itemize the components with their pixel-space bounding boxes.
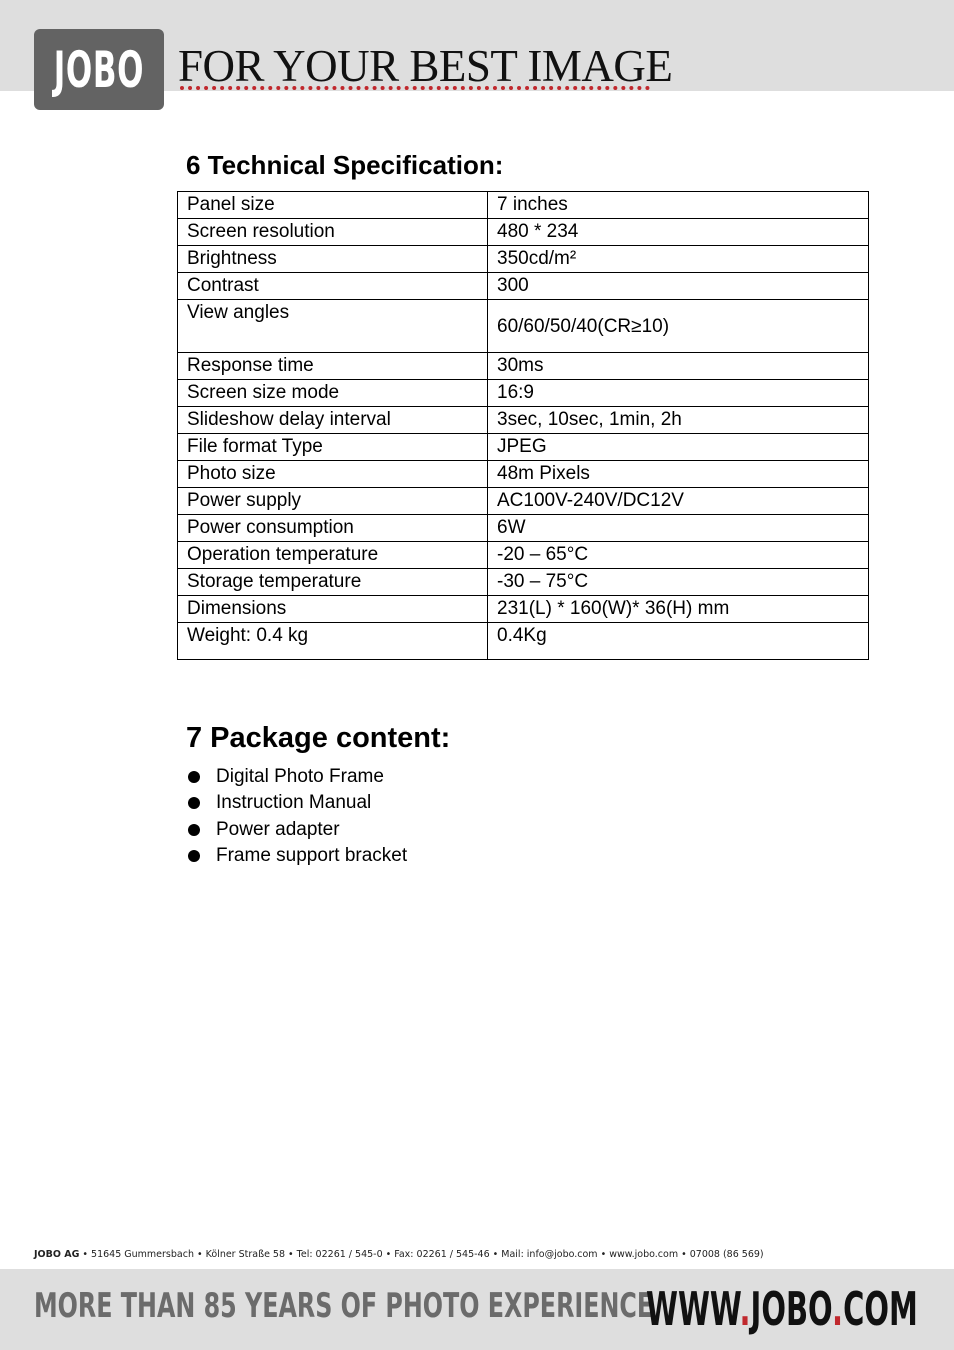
table-row [178,219,869,246]
table-row [178,542,869,569]
contact-details: • 51645 Gummersbach • Kölner Straße 58 • Tel: 02261 / 545-0 • Fax: 02261 / 545-46 • Mail: info@jobo.com • www.jobo.com • 07008 (86 569) [79,1249,764,1260]
table-row [178,353,869,380]
spec-value: AC100V-240V/DC12V [488,488,869,515]
spec-value: 480 * 234 [488,219,869,246]
spec-value: 0.4Kg [488,623,869,660]
spec-table [177,191,869,660]
spec-label: Photo size [178,461,488,488]
spec-value: 6W [488,515,869,542]
contact-line [34,1249,764,1260]
spec-label: Brightness [178,246,488,273]
spec-value: 48m Pixels [488,461,869,488]
spec-label: Contrast [178,273,488,300]
list-item [186,790,407,816]
url-com: COM [843,1282,918,1336]
url-www: WWW [646,1282,740,1336]
spec-value: 300 [488,273,869,300]
table-row [178,434,869,461]
package-item-label: Digital Photo Frame [216,766,384,788]
list-item [186,843,407,869]
spec-label: Screen size mode [178,380,488,407]
url-dot: . [832,1282,844,1336]
spec-value: -20 – 65°C [488,542,869,569]
tagline: FOR YOUR BEST IMAGE [178,41,673,91]
package-section-title: 7 Package content: [186,722,451,754]
tagline-dotted-underline [180,86,650,90]
list-item [186,764,407,790]
table-row [178,300,869,353]
table-row [178,407,869,434]
spec-value: 16:9 [488,380,869,407]
spec-label: Storage temperature [178,569,488,596]
spec-value: JPEG [488,434,869,461]
table-row [178,569,869,596]
spec-label: Weight: 0.4 kg [178,623,488,660]
bullet-icon [188,850,200,862]
package-list [186,764,407,869]
spec-value: 7 inches [488,192,869,219]
footer-url [646,1282,918,1336]
url-dot: . [739,1282,751,1336]
bullet-icon [188,824,200,836]
spec-value: 231(L) * 160(W)* 36(H) mm [488,596,869,623]
spec-value: 350cd/m² [488,246,869,273]
table-row [178,515,869,542]
footer-slogan: MORE THAN 85 YEARS OF PHOTO EXPERIENCE [34,1286,654,1326]
url-jobo: JOBO [750,1282,833,1336]
spec-label: Operation temperature [178,542,488,569]
bullet-icon [188,797,200,809]
table-row [178,596,869,623]
table-row [178,246,869,273]
spec-label: Slideshow delay interval [178,407,488,434]
spec-label: Power supply [178,488,488,515]
bullet-icon [188,771,200,783]
spec-section-title: 6 Technical Specification: [186,150,504,180]
spec-value: -30 – 75°C [488,569,869,596]
list-item [186,817,407,843]
table-row [178,273,869,300]
jobo-logo [34,29,164,110]
package-item-label: Power adapter [216,818,340,840]
spec-label: Dimensions [178,596,488,623]
company-name: JOBO AG [34,1249,80,1260]
spec-label: Power consumption [178,515,488,542]
package-item-label: Instruction Manual [216,792,372,814]
spec-label: Screen resolution [178,219,488,246]
spec-value: 3sec, 10sec, 1min, 2h [488,407,869,434]
table-row [178,380,869,407]
table-row [178,623,869,660]
package-item-label: Frame support bracket [216,845,408,867]
spec-label: File format Type [178,434,488,461]
spec-value: 30ms [488,353,869,380]
logo-text: JOBO [53,40,145,99]
table-row [178,192,869,219]
spec-label: Response time [178,353,488,380]
table-row [178,488,869,515]
spec-label: Panel size [178,192,488,219]
spec-value: 60/60/50/40(CR≥10) [488,300,869,353]
table-row [178,461,869,488]
spec-label: View angles [178,300,488,353]
